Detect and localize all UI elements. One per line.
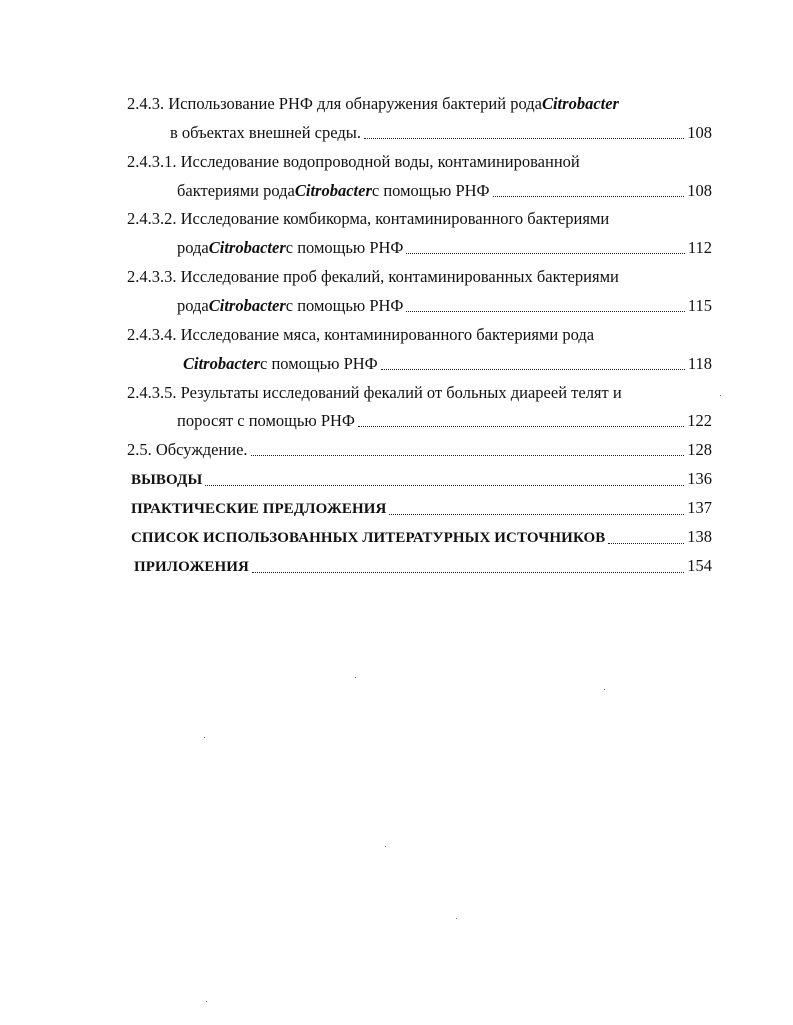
scan-speck (720, 395, 721, 396)
page-number: 112 (687, 238, 712, 257)
dot-leader (493, 195, 685, 197)
toc-heading-text: ПРИЛОЖЕНИЯ (134, 559, 249, 575)
toc-text: 2.4.3.3. Исследование проб фекалий, контаминированных бактериями (127, 267, 619, 286)
scan-speck (204, 737, 205, 738)
page-number: 128 (687, 440, 712, 459)
toc-text: бактериями рода (177, 181, 295, 200)
toc-entry-2-4-3-1-title (127, 152, 580, 172)
toc-entry-2-4-3-4-title (127, 325, 594, 345)
toc-entry-2-4-3-title (127, 94, 619, 114)
toc-heading-text: СПИСОК ИСПОЛЬЗОВАННЫХ ЛИТЕРАТУРНЫХ ИСТОЧНИКОВ (131, 530, 606, 546)
scan-speck (604, 689, 605, 690)
page-number: 122 (687, 411, 712, 430)
toc-entry-2-4-3-5-page-line (177, 411, 712, 431)
toc-text: с помощью РНФ (260, 354, 378, 373)
toc-text: рода (177, 296, 209, 315)
toc-entry-references (131, 527, 712, 548)
toc-text: 2.4.3.2. Исследование комбикорма, контаминированного бактериями (127, 209, 610, 228)
toc-entry-2-4-3-4-page-line (183, 354, 712, 374)
toc-genus-name: Citrobacter (183, 354, 260, 373)
toc-entry-2-5 (127, 440, 712, 460)
dot-leader (358, 425, 684, 427)
dot-leader (252, 571, 684, 573)
toc-entry-2-4-3-3-page-line (177, 296, 712, 316)
page-number: 115 (687, 296, 712, 315)
toc-heading-text: ПРАКТИЧЕСКИЕ ПРЕДЛОЖЕНИЯ (131, 501, 387, 517)
dot-leader (364, 137, 684, 139)
toc-entry-2-4-3-2-title (127, 209, 609, 229)
toc-genus-name: Citrobacter (208, 296, 286, 315)
toc-entry-appendices (134, 556, 712, 577)
toc-text: поросят с помощью РНФ (177, 411, 355, 430)
toc-text: с помощью РНФ (285, 238, 404, 257)
dot-leader (608, 542, 684, 544)
scan-speck (456, 918, 457, 919)
toc-entry-conclusions (131, 469, 712, 490)
page-number: 136 (687, 469, 712, 488)
dot-leader (251, 454, 685, 456)
page-number: 118 (687, 354, 712, 373)
scan-speck (385, 846, 386, 847)
page-number: 108 (687, 181, 712, 200)
toc-text: в объектах внешней среды. (170, 123, 361, 142)
toc-text: 2.4.3. Использование РНФ для обнаружения бактерий рода (127, 94, 542, 113)
toc-text: 2.4.3.5. Результаты исследований фекалий от больных диареей телят и (127, 383, 622, 402)
dot-leader (381, 368, 685, 370)
dot-leader (406, 252, 684, 254)
page-number: 154 (687, 556, 712, 575)
scan-speck (355, 677, 356, 678)
toc-heading-text: ВЫВОДЫ (131, 472, 203, 488)
toc-genus-name: Citrobacter (294, 181, 372, 200)
toc-text: 2.5. Обсуждение. (127, 440, 248, 459)
toc-entry-2-4-3-1-page-line (177, 181, 712, 201)
dot-leader (406, 310, 684, 312)
toc-entry-2-4-3-3-title (127, 267, 619, 287)
toc-entry-2-4-3-2-page-line (177, 238, 712, 258)
toc-text: 2.4.3.4. Исследование мяса, контаминированного бактериями рода (127, 325, 595, 344)
page-number: 108 (687, 123, 712, 142)
toc-text: 2.4.3.1. Исследование водопроводной воды, контаминированной (127, 152, 580, 171)
page-number: 138 (687, 527, 712, 546)
toc-text: с помощью РНФ (285, 296, 404, 315)
toc-genus-name: Citrobacter (208, 238, 286, 257)
toc-entry-practical-proposals (131, 498, 712, 519)
scan-speck (206, 1001, 207, 1002)
toc-entry-2-4-3-5-title (127, 383, 622, 403)
dot-leader (205, 484, 684, 486)
toc-entry-2-4-3-page-line (170, 123, 712, 143)
dot-leader (389, 513, 684, 515)
toc-genus-name: Citrobacter (541, 94, 619, 113)
page-number: 137 (687, 498, 712, 517)
toc-text: с помощью РНФ (371, 181, 490, 200)
toc-text: рода (177, 238, 209, 257)
